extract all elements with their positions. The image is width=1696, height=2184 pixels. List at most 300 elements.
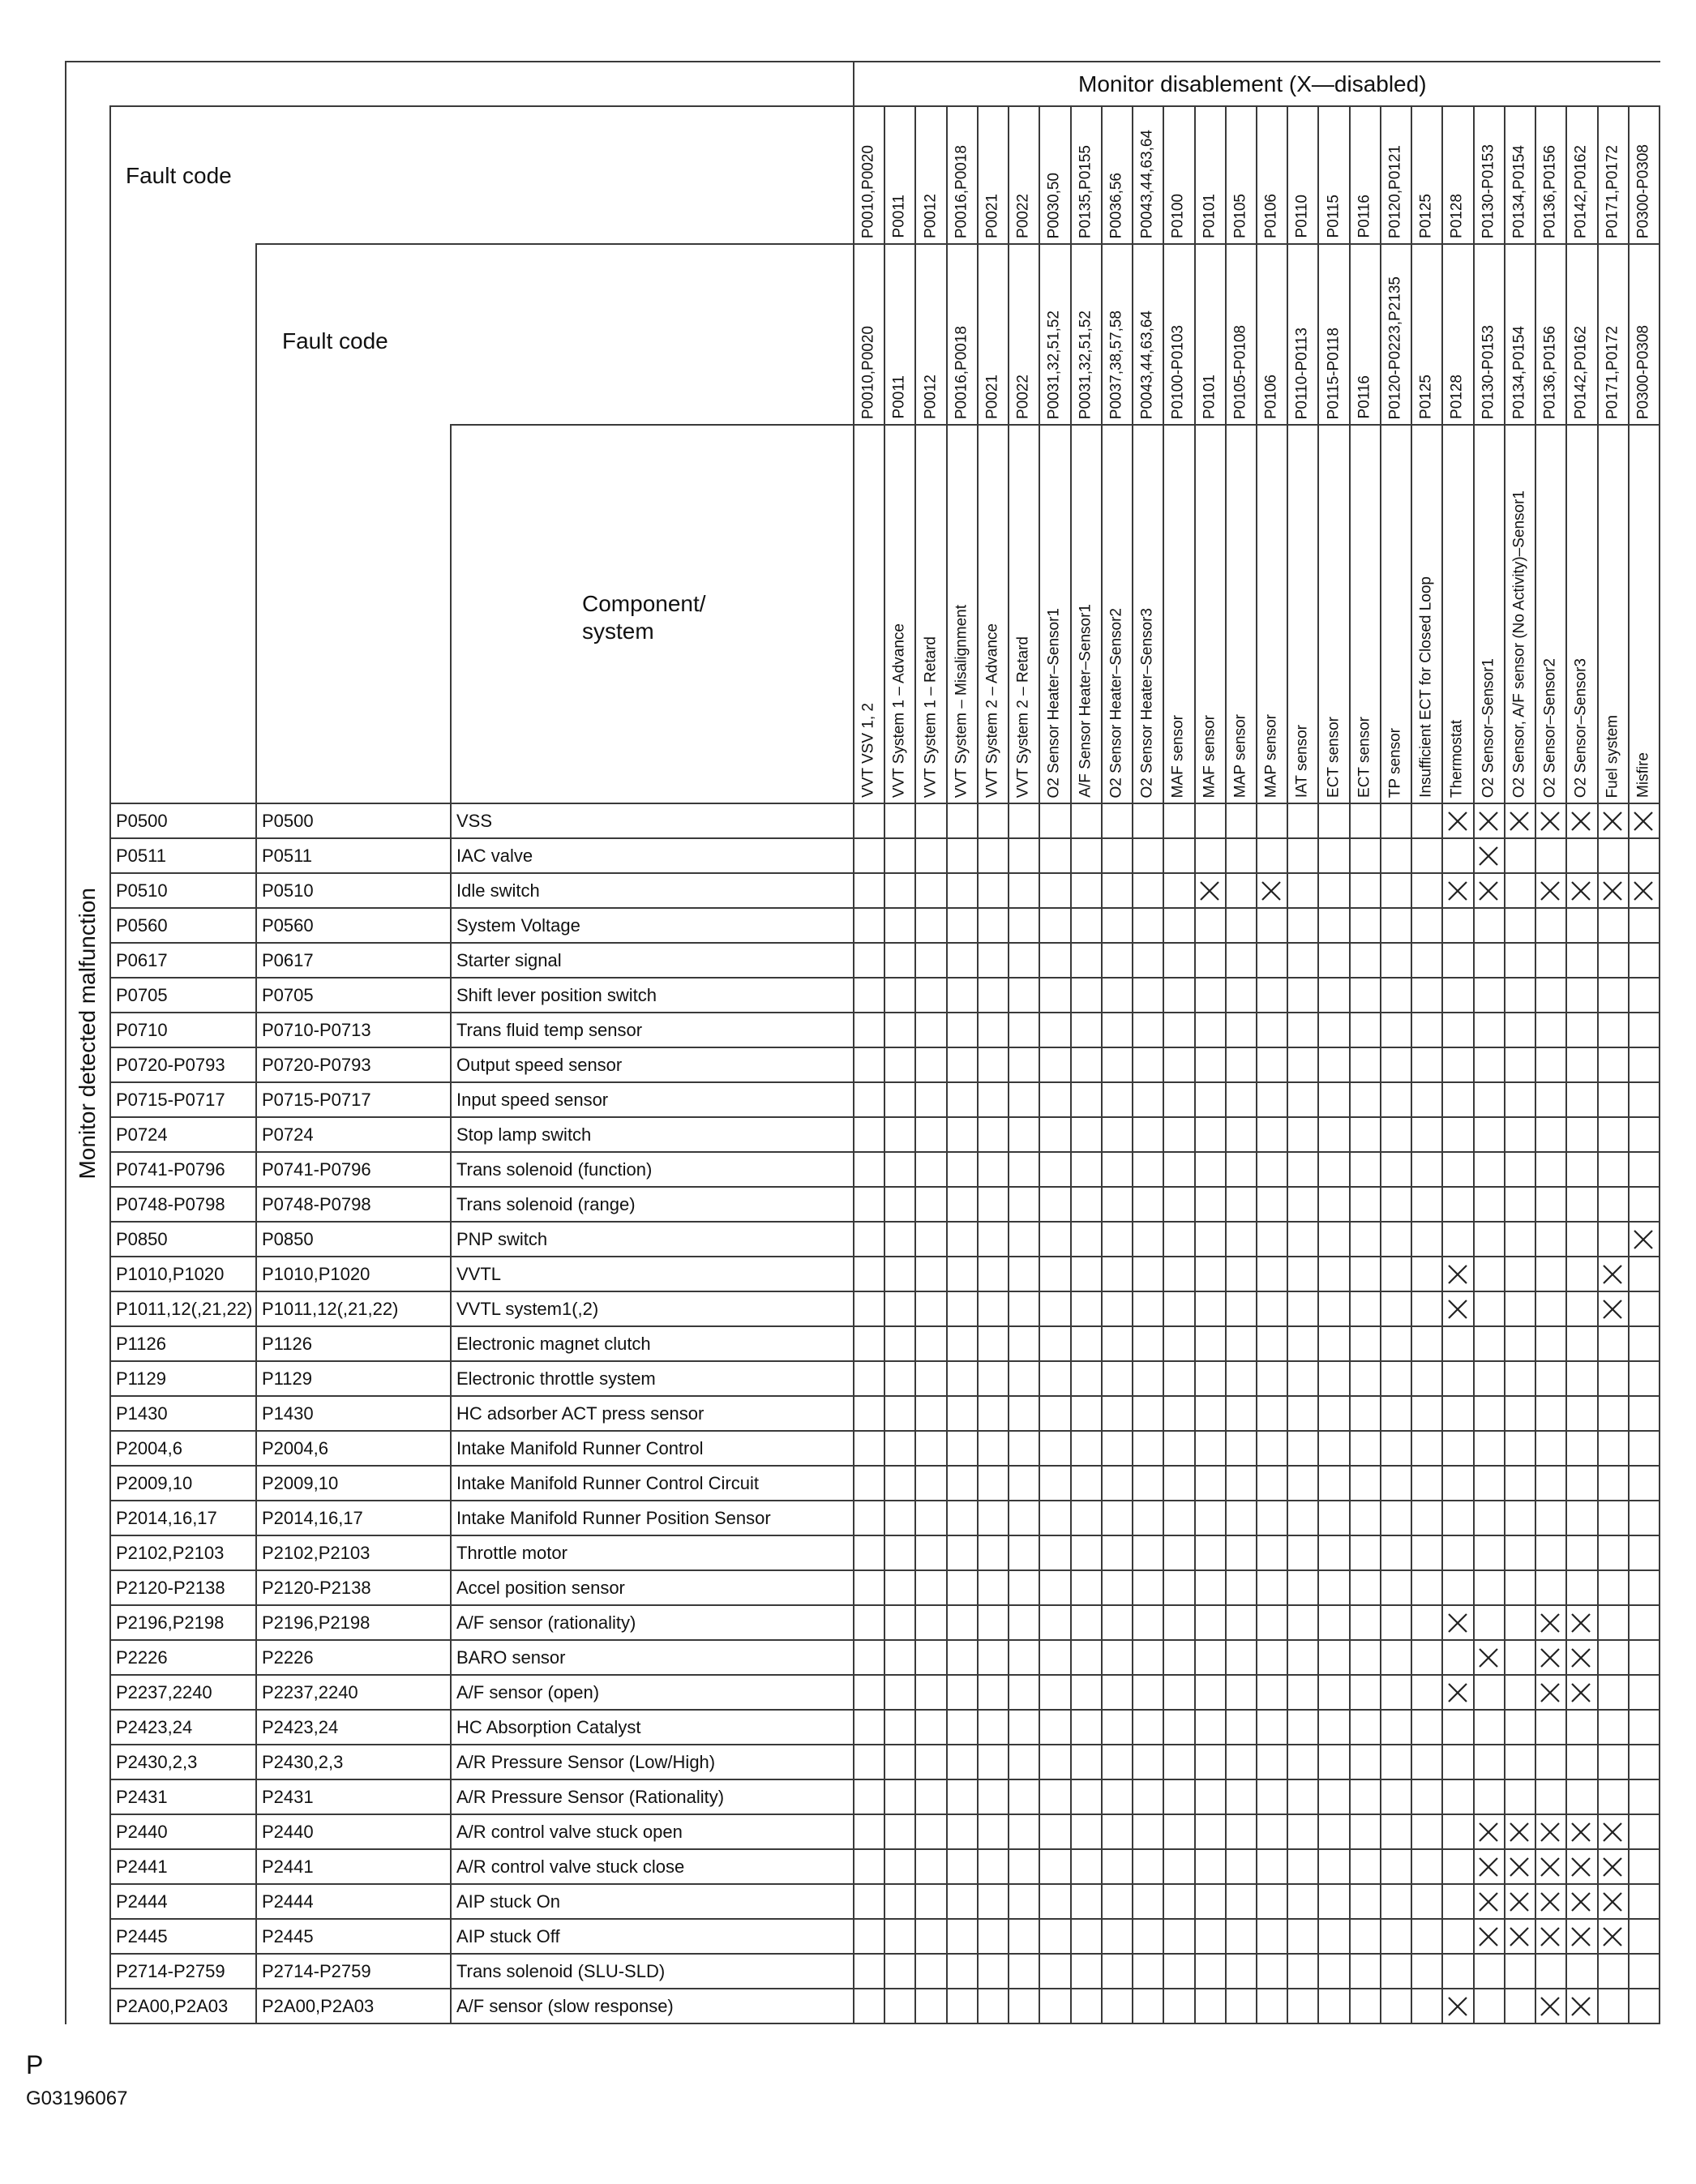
monitor-name-header-cell <box>1194 424 1225 803</box>
monitor-code-range-header: P0105-P0108 <box>1231 324 1249 419</box>
row-component-system: Electronic magnet clutch <box>456 1334 651 1354</box>
fault-code-label-2: Fault code <box>282 328 388 353</box>
row-fault-code-range: P2102,P2103 <box>262 1543 370 1563</box>
row-fault-code-range: P0748-P0798 <box>262 1194 371 1214</box>
disabled-x-mark <box>1602 1822 1623 1843</box>
disabled-x-mark <box>1570 1647 1591 1668</box>
row-component-system: Trans solenoid (range) <box>456 1194 636 1214</box>
row-component-system: VVTL system1(,2) <box>456 1299 599 1319</box>
monitor-code-header: P0125 <box>1417 194 1435 238</box>
x-mark-icon <box>1602 1926 1623 1947</box>
monitor-name-header-cell <box>1101 424 1132 803</box>
disabled-x-mark <box>1509 811 1530 832</box>
monitor-name-header: O2 Sensor Heater–Sensor2 <box>1107 607 1125 798</box>
monitor-code-range-header: P0012 <box>922 375 940 419</box>
monitor-code-header: P0135,P0155 <box>1077 144 1094 238</box>
monitor-code-range-header: P0010,P0020 <box>859 325 877 419</box>
monitor-code-range-header: P0101 <box>1201 375 1218 419</box>
x-mark-icon <box>1633 1229 1654 1250</box>
monitor-code-header: P0100 <box>1169 194 1187 238</box>
monitor-name-header-cell <box>1317 424 1348 803</box>
disabled-x-mark <box>1447 1682 1468 1703</box>
disabled-x-mark <box>1261 880 1282 901</box>
disabled-x-mark <box>1602 811 1623 832</box>
monitor-code-range-header: P0106 <box>1262 375 1280 419</box>
monitor-code-range-header-cell <box>1070 243 1101 424</box>
monitor-name-header: MAF sensor <box>1169 714 1187 798</box>
x-mark-icon <box>1478 1891 1499 1912</box>
row-fault-code: P0748-P0798 <box>116 1194 225 1214</box>
monitor-code-range-header: P0171,P0172 <box>1604 325 1621 419</box>
x-mark-icon <box>1570 1682 1591 1703</box>
row-component-system: A/R control valve stuck close <box>456 1856 685 1877</box>
row-fault-code-range: P2196,P2198 <box>262 1612 370 1633</box>
row-component-system: Intake Manifold Runner Control Circuit <box>456 1473 759 1493</box>
x-mark-icon <box>1602 1822 1623 1843</box>
monitor-code-range-header-cell <box>1411 243 1441 424</box>
row-fault-code: P0617 <box>116 950 168 970</box>
monitor-code-range-header-cell <box>1380 243 1411 424</box>
component-system-label-line1: Component/ <box>582 591 706 616</box>
row-component-system: Intake Manifold Runner Position Sensor <box>456 1508 771 1528</box>
monitor-name-header: Insufficient ECT for Closed Loop <box>1417 576 1435 798</box>
x-mark-icon <box>1602 880 1623 901</box>
monitor-code-range-header-cell <box>1565 243 1596 424</box>
row-fault-code-range: P2A00,P2A03 <box>262 1996 375 2016</box>
monitor-code-header: P0134,P0154 <box>1510 144 1528 238</box>
monitor-name-header-cell <box>1008 424 1039 803</box>
x-mark-icon <box>1633 811 1654 832</box>
monitor-name-header: VVT System 2 – Advance <box>983 623 1001 798</box>
x-mark-icon <box>1633 880 1654 901</box>
monitor-name-header-cell <box>1380 424 1411 803</box>
x-mark-icon <box>1540 1926 1561 1947</box>
row-component-system: Electronic throttle system <box>456 1368 656 1389</box>
x-mark-icon <box>1478 1926 1499 1947</box>
row-fault-code-range: P0741-P0796 <box>262 1159 371 1180</box>
monitor-code-header-cell <box>1441 105 1472 243</box>
row-line <box>109 1814 1660 1815</box>
monitor-code-header-cell <box>1597 105 1628 243</box>
row-line <box>109 1430 1660 1432</box>
monitor-code-header: P0043,44,63,64 <box>1138 129 1156 238</box>
monitor-code-header: P0101 <box>1201 194 1218 238</box>
row-fault-code: P2237,2240 <box>116 1682 212 1702</box>
monitor-code-header-cell <box>1194 105 1225 243</box>
monitor-code-range-header: P0300-P0308 <box>1634 324 1652 419</box>
disabled-x-mark <box>1478 1926 1499 1947</box>
row-fault-code-range: P2431 <box>262 1787 314 1807</box>
x-mark-icon <box>1602 1264 1623 1285</box>
x-mark-icon <box>1570 1926 1591 1947</box>
monitor-code-range-header-cell <box>1504 243 1535 424</box>
disabled-x-mark <box>1633 1229 1654 1250</box>
monitor-name-header-cell <box>853 424 884 803</box>
monitor-name-header: VVT System – Misalignment <box>953 604 970 798</box>
row-fault-code-range: P1430 <box>262 1403 314 1424</box>
row-component-system: BARO sensor <box>456 1647 566 1668</box>
monitor-name-header: VVT System 1 – Advance <box>890 623 908 798</box>
row-fault-code: P1430 <box>116 1403 168 1424</box>
monitor-name-header-cell <box>1504 424 1535 803</box>
x-mark-icon <box>1540 1996 1561 2017</box>
row-line <box>109 872 1660 874</box>
row-line <box>109 1883 1660 1885</box>
monitor-code-header: P0106 <box>1262 194 1280 238</box>
disabled-x-mark <box>1447 1612 1468 1634</box>
monitor-code-range-header: P0021 <box>983 375 1001 419</box>
x-mark-icon <box>1540 1612 1561 1634</box>
monitor-code-header: P0116 <box>1356 195 1373 238</box>
monitor-name-header-cell <box>1039 424 1069 803</box>
disabled-x-mark <box>1447 880 1468 901</box>
monitor-code-header-cell <box>1349 105 1380 243</box>
row-fault-code: P2A00,P2A03 <box>116 1996 229 2016</box>
disabled-x-mark <box>1509 1856 1530 1878</box>
monitor-code-header-cell <box>1256 105 1287 243</box>
disabled-x-mark <box>1570 1891 1591 1912</box>
disabled-x-mark <box>1602 1926 1623 1947</box>
monitor-name-header-cell <box>977 424 1008 803</box>
disabled-x-mark <box>1570 1612 1591 1634</box>
monitor-code-range-header: P0116 <box>1356 375 1373 419</box>
row-component-system: AIP stuck On <box>456 1891 560 1912</box>
row-line <box>109 977 1660 979</box>
monitor-code-range-header-cell <box>1317 243 1348 424</box>
monitor-code-header-cell <box>1008 105 1039 243</box>
row-line <box>109 1465 1660 1467</box>
monitor-code-range-header-cell <box>1008 243 1039 424</box>
monitor-code-header-cell <box>853 105 884 243</box>
row-fault-code: P2196,P2198 <box>116 1612 225 1633</box>
monitor-name-header: O2 Sensor–Sensor1 <box>1480 657 1497 798</box>
monitor-code-range-header-cell <box>977 243 1008 424</box>
monitor-code-range-header-cell <box>1441 243 1472 424</box>
figure-id: G03196067 <box>26 2088 128 2109</box>
disabled-x-mark <box>1602 1891 1623 1912</box>
disabled-x-mark <box>1633 880 1654 901</box>
monitor-code-header: P0036,56 <box>1107 172 1125 238</box>
disabled-x-mark <box>1540 1926 1561 1947</box>
x-mark-icon <box>1478 880 1499 901</box>
row-fault-code: P2430,2,3 <box>116 1752 198 1772</box>
monitor-code-header-cell <box>1225 105 1256 243</box>
monitor-code-header: P0136,P0156 <box>1541 144 1559 238</box>
row-component-system: A/R control valve stuck open <box>456 1822 683 1842</box>
monitor-code-header: P0012 <box>922 194 940 238</box>
disabled-x-mark <box>1509 1822 1530 1843</box>
x-mark-icon <box>1570 880 1591 901</box>
row-fault-code: P0560 <box>116 915 168 936</box>
disabled-x-mark <box>1478 880 1499 901</box>
monitor-code-range-header: P0110-P0113 <box>1293 327 1311 419</box>
disabled-x-mark <box>1570 880 1591 901</box>
disabled-x-mark <box>1540 1891 1561 1912</box>
x-mark-icon <box>1447 1299 1468 1320</box>
monitor-code-range-header: P0125 <box>1417 375 1435 419</box>
x-mark-icon <box>1478 846 1499 867</box>
row-fault-code-range: P2440 <box>262 1822 314 1842</box>
monitor-code-range-header: P0120-P0223,P2135 <box>1386 276 1404 419</box>
monitor-name-header-cell <box>1070 424 1101 803</box>
monitor-code-header: P0011 <box>890 195 908 238</box>
x-mark-icon <box>1447 1264 1468 1285</box>
monitor-code-header: P0016,P0018 <box>953 144 970 238</box>
disabled-x-mark <box>1478 1856 1499 1878</box>
monitor-code-header-cell <box>1039 105 1069 243</box>
disabled-x-mark <box>1540 1682 1561 1703</box>
monitor-code-range-header: P0011 <box>890 375 908 419</box>
x-mark-icon <box>1602 811 1623 832</box>
monitor-name-header: Misfire <box>1634 752 1652 798</box>
monitor-code-range-header-cell <box>1535 243 1565 424</box>
row-fault-code: P2120-P2138 <box>116 1578 225 1598</box>
monitor-code-range-header: P0134,P0154 <box>1510 325 1528 419</box>
row-line <box>109 907 1660 909</box>
row-component-system: HC Absorption Catalyst <box>456 1717 641 1737</box>
x-mark-icon <box>1478 1856 1499 1878</box>
monitor-code-range-header: P0037,38,57,58 <box>1107 310 1125 419</box>
x-mark-icon <box>1570 1647 1591 1668</box>
row-fault-code: P0850 <box>116 1229 168 1249</box>
monitor-name-header: A/F Sensor Heater–Sensor1 <box>1077 604 1094 798</box>
fault-code-2-left-line <box>255 243 257 2024</box>
monitor-code-range-header-cell <box>884 243 914 424</box>
row-component-system: Starter signal <box>456 950 562 970</box>
x-mark-icon <box>1509 1856 1530 1878</box>
row-fault-code: P2444 <box>116 1891 168 1912</box>
monitor-code-header: P0030,50 <box>1045 172 1063 238</box>
monitor-name-header-cell <box>884 424 914 803</box>
monitor-code-header-cell <box>1101 105 1132 243</box>
monitor-name-header: Fuel system <box>1604 714 1621 798</box>
row-fault-code-range: P2014,16,17 <box>262 1508 363 1528</box>
row-fault-code: P2440 <box>116 1822 168 1842</box>
disabled-x-mark <box>1478 811 1499 832</box>
row-line <box>109 1918 1660 1920</box>
monitor-code-header-cell <box>946 105 977 243</box>
row-component-system: A/F sensor (slow response) <box>456 1996 674 2016</box>
fault-code-label-1: Fault code <box>126 163 232 188</box>
row-fault-code-range: P2009,10 <box>262 1473 339 1493</box>
row-fault-code-range: P2423,24 <box>262 1717 339 1737</box>
row-fault-code: P0715-P0717 <box>116 1090 225 1110</box>
disabled-x-mark <box>1633 811 1654 832</box>
monitor-name-header-cell <box>914 424 945 803</box>
monitor-code-range-header-cell <box>1225 243 1256 424</box>
disabled-x-mark <box>1570 1926 1591 1947</box>
x-mark-icon <box>1602 1891 1623 1912</box>
x-mark-icon <box>1540 1682 1561 1703</box>
monitor-code-range-header-cell <box>853 243 884 424</box>
monitor-code-range-header-cell <box>946 243 977 424</box>
disabled-x-mark <box>1447 1264 1468 1285</box>
row-fault-code-range: P2444 <box>262 1891 314 1912</box>
row-component-system: Trans solenoid (function) <box>456 1159 653 1180</box>
disabled-x-mark <box>1570 1996 1591 2017</box>
row-line <box>109 1848 1660 1850</box>
x-mark-icon <box>1509 811 1530 832</box>
monitor-code-header-cell <box>884 105 914 243</box>
row-fault-code: P0720-P0793 <box>116 1055 225 1075</box>
row-component-system: Throttle motor <box>456 1543 567 1563</box>
monitor-name-header-cell <box>1441 424 1472 803</box>
monitor-code-header-cell <box>1163 105 1193 243</box>
monitor-name-header: O2 Sensor, A/F sensor (No Activity)–Sensor1 <box>1510 490 1528 798</box>
disabled-x-mark <box>1602 1299 1623 1320</box>
monitor-code-header: P0022 <box>1014 194 1032 238</box>
disabled-x-mark <box>1602 880 1623 901</box>
disabled-x-mark <box>1570 1822 1591 1843</box>
footer-letter: P <box>26 2050 44 2079</box>
disabled-x-mark <box>1540 1822 1561 1843</box>
row-fault-code: P2009,10 <box>116 1473 193 1493</box>
x-mark-icon <box>1602 1856 1623 1878</box>
monitor-code-range-header: P0130-P0153 <box>1480 324 1497 419</box>
monitor-name-header: O2 Sensor–Sensor3 <box>1572 657 1590 798</box>
monitor-code-range-header: P0136,P0156 <box>1541 325 1559 419</box>
monitor-code-range-header-cell <box>1256 243 1287 424</box>
disabled-x-mark <box>1540 1647 1561 1668</box>
x-mark-icon <box>1540 1647 1561 1668</box>
monitor-code-header: P0128 <box>1448 194 1466 238</box>
monitor-code-range-header-cell <box>1287 243 1317 424</box>
monitor-code-header: P0010,P0020 <box>859 144 877 238</box>
monitor-name-header: MAP sensor <box>1231 713 1249 798</box>
x-mark-icon <box>1540 880 1561 901</box>
row-fault-code: P2441 <box>116 1856 168 1877</box>
row-line <box>109 942 1660 944</box>
x-mark-icon <box>1447 880 1468 901</box>
row-fault-code-range: P1010,P1020 <box>262 1264 370 1284</box>
disabled-x-mark <box>1570 1682 1591 1703</box>
row-fault-code-range: P1129 <box>262 1368 312 1389</box>
row-component-system: Accel position sensor <box>456 1578 625 1598</box>
monitor-code-range-header-cell <box>1473 243 1504 424</box>
table-title: Monitor disablement (X—disabled) <box>1078 71 1427 96</box>
monitor-code-range-header: P0142,P0162 <box>1572 325 1590 419</box>
row-fault-code: P2431 <box>116 1787 168 1807</box>
monitor-name-header: TP sensor <box>1386 727 1404 798</box>
row-component-system: A/R Pressure Sensor (Rationality) <box>456 1787 725 1807</box>
monitor-code-header-cell <box>1535 105 1565 243</box>
disabled-x-mark <box>1570 811 1591 832</box>
x-mark-icon <box>1509 1926 1530 1947</box>
monitor-name-header: MAF sensor <box>1201 714 1218 798</box>
row-fault-code-range: P0510 <box>262 880 314 901</box>
disabled-x-mark <box>1540 1612 1561 1634</box>
row-fault-code: P0741-P0796 <box>116 1159 225 1180</box>
disabled-x-mark <box>1509 1926 1530 1947</box>
disabled-x-mark <box>1570 1856 1591 1878</box>
row-fault-code: P0511 <box>116 846 166 866</box>
row-component-system: Trans fluid temp sensor <box>456 1020 643 1040</box>
monitor-code-range-header-cell <box>1349 243 1380 424</box>
disabled-x-mark <box>1540 880 1561 901</box>
monitor-code-range-header-cell <box>1628 243 1659 424</box>
disabled-x-mark <box>1478 1891 1499 1912</box>
row-fault-code: P0705 <box>116 985 168 1005</box>
row-fault-code: P2714-P2759 <box>116 1961 225 1981</box>
row-fault-code: P1010,P1020 <box>116 1264 225 1284</box>
x-mark-icon <box>1540 1822 1561 1843</box>
row-fault-code-range: P2226 <box>262 1647 314 1668</box>
row-fault-code-range: P0560 <box>262 915 314 936</box>
monitor-code-range-header-cell <box>1039 243 1069 424</box>
row-component-system: VVTL <box>456 1264 502 1284</box>
monitor-name-header-cell <box>1411 424 1441 803</box>
x-mark-icon <box>1478 1647 1499 1668</box>
monitor-code-header-cell <box>1317 105 1348 243</box>
row-fault-code-range: P0617 <box>262 950 314 970</box>
row-fault-code-range: P2441 <box>262 1856 314 1877</box>
row-fault-code: P1129 <box>116 1368 166 1389</box>
monitor-name-header-cell <box>1287 424 1317 803</box>
row-component-system: A/F sensor (rationality) <box>456 1612 636 1633</box>
monitor-code-header-cell <box>1411 105 1441 243</box>
row-fault-code: P2423,24 <box>116 1717 193 1737</box>
row-fault-code-range: P2714-P2759 <box>262 1961 371 1981</box>
component-left-line <box>450 424 452 2024</box>
disabled-x-mark <box>1602 1264 1623 1285</box>
row-fault-code-range: P0511 <box>262 846 312 866</box>
row-component-system: Trans solenoid (SLU-SLD) <box>456 1961 666 1981</box>
x-mark-icon <box>1570 811 1591 832</box>
disabled-x-mark <box>1199 880 1220 901</box>
row-component-system: AIP stuck Off <box>456 1926 560 1946</box>
x-mark-icon <box>1570 1822 1591 1843</box>
row-component-system: Intake Manifold Runner Control <box>456 1438 704 1458</box>
fault-code-1-left-line <box>109 105 111 2024</box>
row-component-system: IAC valve <box>456 846 533 866</box>
monitor-name-header-cell <box>1163 424 1193 803</box>
component-system-label-line2: system <box>582 619 654 644</box>
monitor-name-header: O2 Sensor Heater–Sensor3 <box>1138 607 1156 798</box>
monitor-name-header: ECT sensor <box>1356 717 1373 798</box>
disabled-x-mark <box>1447 1996 1468 2017</box>
row-component-system: Idle switch <box>456 880 540 901</box>
x-mark-icon <box>1540 1891 1561 1912</box>
row-fault-code-range: P1126 <box>262 1334 312 1354</box>
x-mark-icon <box>1602 1299 1623 1320</box>
monitor-code-header-cell <box>1070 105 1101 243</box>
monitor-code-range-header: P0022 <box>1014 375 1032 419</box>
monitor-code-header-cell <box>1380 105 1411 243</box>
row-fault-code-range: P2430,2,3 <box>262 1752 344 1772</box>
disabled-x-mark <box>1540 1856 1561 1878</box>
monitor-name-header: VVT System 1 – Retard <box>922 636 940 798</box>
disabled-x-mark <box>1478 1647 1499 1668</box>
disabled-x-mark <box>1478 846 1499 867</box>
row-component-system: VSS <box>456 811 493 831</box>
row-fault-code-range: P0500 <box>262 811 314 831</box>
monitor-name-header-cell <box>1225 424 1256 803</box>
monitor-name-header: O2 Sensor–Sensor2 <box>1541 657 1559 798</box>
monitor-code-range-header: P0100-P0103 <box>1169 324 1187 419</box>
x-mark-icon <box>1261 880 1282 901</box>
row-fault-code-range: P2445 <box>262 1926 314 1946</box>
monitor-code-header-cell <box>977 105 1008 243</box>
disabled-x-mark <box>1478 1822 1499 1843</box>
monitor-code-header: P0021 <box>983 194 1001 238</box>
monitor-code-range-header-cell <box>1597 243 1628 424</box>
row-component-system: A/F sensor (open) <box>456 1682 600 1702</box>
x-mark-icon <box>1447 1996 1468 2017</box>
disabled-x-mark <box>1447 1299 1468 1320</box>
x-mark-icon <box>1509 1822 1530 1843</box>
monitor-code-range-header: P0016,P0018 <box>953 325 970 419</box>
row-fault-code: P2004,6 <box>116 1438 182 1458</box>
